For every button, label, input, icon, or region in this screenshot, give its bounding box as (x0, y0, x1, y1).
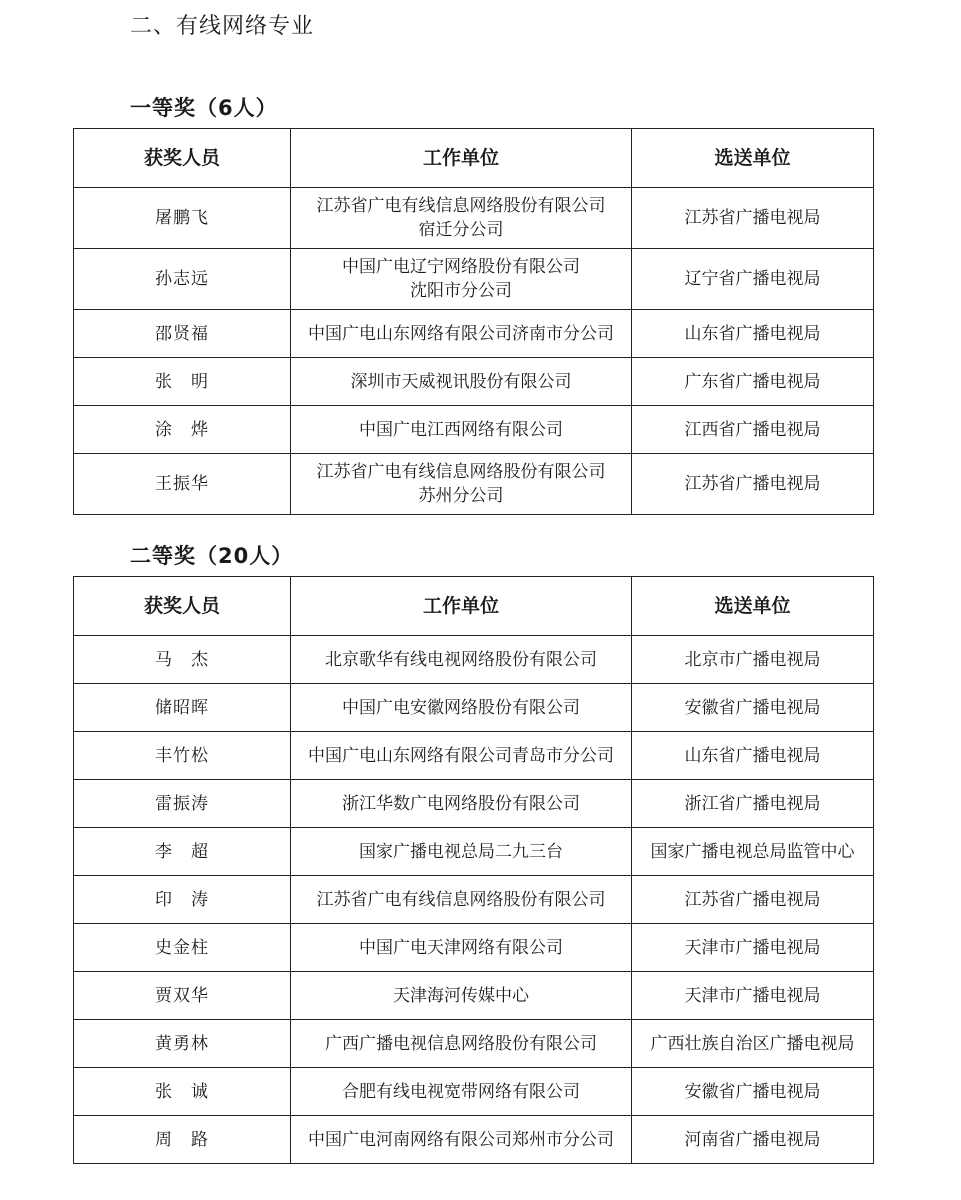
header-person: 获奖人员 (74, 129, 291, 188)
winner-name: 丰竹松 (74, 732, 291, 780)
table-row (74, 454, 874, 515)
workplace-cell: 中国广电河南网络有限公司郑州市分公司 (291, 1116, 632, 1164)
nominator-cell: 广东省广播电视局 (632, 358, 874, 406)
first-prize-table (73, 128, 874, 515)
winner-name: 李 超 (74, 828, 291, 876)
winner-name: 史金柱 (74, 924, 291, 972)
nominator-cell: 江苏省广播电视局 (632, 188, 874, 249)
workplace-cell: 广西广播电视信息网络股份有限公司 (291, 1020, 632, 1068)
winner-name: 王振华 (74, 454, 291, 515)
nominator-cell: 辽宁省广播电视局 (632, 249, 874, 310)
first-prize-heading: 一等奖（6人） (130, 96, 278, 120)
nominator-cell: 广西壮族自治区广播电视局 (632, 1020, 874, 1068)
winner-name: 孙志远 (74, 249, 291, 310)
workplace-cell: 北京歌华有线电视网络股份有限公司 (291, 636, 632, 684)
table-row (74, 972, 874, 1020)
table-row (74, 406, 874, 454)
workplace-line: 苏州分公司 (418, 486, 504, 506)
table-row (74, 310, 874, 358)
winner-name: 周 路 (74, 1116, 291, 1164)
table-row (74, 732, 874, 780)
header-nominator: 选送单位 (632, 577, 874, 636)
workplace-line: 江苏省广电有线信息网络股份有限公司 (316, 196, 606, 216)
table-row (74, 1116, 874, 1164)
nominator-cell: 安徽省广播电视局 (632, 684, 874, 732)
nominator-cell: 国家广播电视总局监管中心 (632, 828, 874, 876)
table-row (74, 684, 874, 732)
nominator-cell: 山东省广播电视局 (632, 310, 874, 358)
header-nominator: 选送单位 (632, 129, 874, 188)
nominator-cell: 天津市广播电视局 (632, 972, 874, 1020)
workplace-cell: 合肥有线电视宽带网络有限公司 (291, 1068, 632, 1116)
winner-name: 涂 烨 (74, 406, 291, 454)
workplace-cell: 深圳市天威视讯股份有限公司 (291, 358, 632, 406)
second-prize-table (73, 576, 874, 1164)
winner-name: 邵贤福 (74, 310, 291, 358)
table-row (74, 636, 874, 684)
workplace-cell: 中国广电江西网络有限公司 (291, 406, 632, 454)
table-row (74, 1068, 874, 1116)
second-prize-heading: 二等奖（20人） (130, 544, 294, 568)
workplace-cell: 中国广电安徽网络股份有限公司 (291, 684, 632, 732)
workplace-cell: 国家广播电视总局二九三台 (291, 828, 632, 876)
workplace-line: 中国广电辽宁网络股份有限公司 (342, 257, 580, 277)
winner-name: 储昭晖 (74, 684, 291, 732)
table-row (74, 249, 874, 310)
header-person: 获奖人员 (74, 577, 291, 636)
workplace-cell (291, 454, 632, 515)
winner-name: 张 诚 (74, 1068, 291, 1116)
winner-name: 屠鹏飞 (74, 188, 291, 249)
workplace-cell: 中国广电山东网络有限公司青岛市分公司 (291, 732, 632, 780)
workplace-cell (291, 249, 632, 310)
table-row (74, 780, 874, 828)
table-header-row (74, 129, 874, 188)
nominator-cell: 山东省广播电视局 (632, 732, 874, 780)
table-row (74, 876, 874, 924)
table-row (74, 188, 874, 249)
table-row (74, 358, 874, 406)
nominator-cell: 江苏省广播电视局 (632, 876, 874, 924)
workplace-line: 沈阳市分公司 (410, 281, 512, 301)
winner-name: 张 明 (74, 358, 291, 406)
workplace-cell: 天津海河传媒中心 (291, 972, 632, 1020)
winner-name: 黄勇林 (74, 1020, 291, 1068)
header-workplace: 工作单位 (291, 129, 632, 188)
table-header-row (74, 577, 874, 636)
workplace-cell (291, 188, 632, 249)
table-row (74, 1020, 874, 1068)
nominator-cell: 安徽省广播电视局 (632, 1068, 874, 1116)
winner-name: 雷振涛 (74, 780, 291, 828)
nominator-cell: 江西省广播电视局 (632, 406, 874, 454)
workplace-cell: 江苏省广电有线信息网络股份有限公司 (291, 876, 632, 924)
table-row (74, 924, 874, 972)
winner-name: 马 杰 (74, 636, 291, 684)
workplace-cell: 中国广电山东网络有限公司济南市分公司 (291, 310, 632, 358)
nominator-cell: 河南省广播电视局 (632, 1116, 874, 1164)
workplace-cell: 浙江华数广电网络股份有限公司 (291, 780, 632, 828)
nominator-cell: 浙江省广播电视局 (632, 780, 874, 828)
nominator-cell: 北京市广播电视局 (632, 636, 874, 684)
section-title: 二、有线网络专业 (130, 14, 315, 39)
nominator-cell: 天津市广播电视局 (632, 924, 874, 972)
winner-name: 印 涛 (74, 876, 291, 924)
header-workplace: 工作单位 (291, 577, 632, 636)
workplace-line: 江苏省广电有线信息网络股份有限公司 (316, 462, 606, 482)
winner-name: 贾双华 (74, 972, 291, 1020)
nominator-cell: 江苏省广播电视局 (632, 454, 874, 515)
table-row (74, 828, 874, 876)
workplace-cell: 中国广电天津网络有限公司 (291, 924, 632, 972)
workplace-line: 宿迁分公司 (418, 220, 504, 240)
